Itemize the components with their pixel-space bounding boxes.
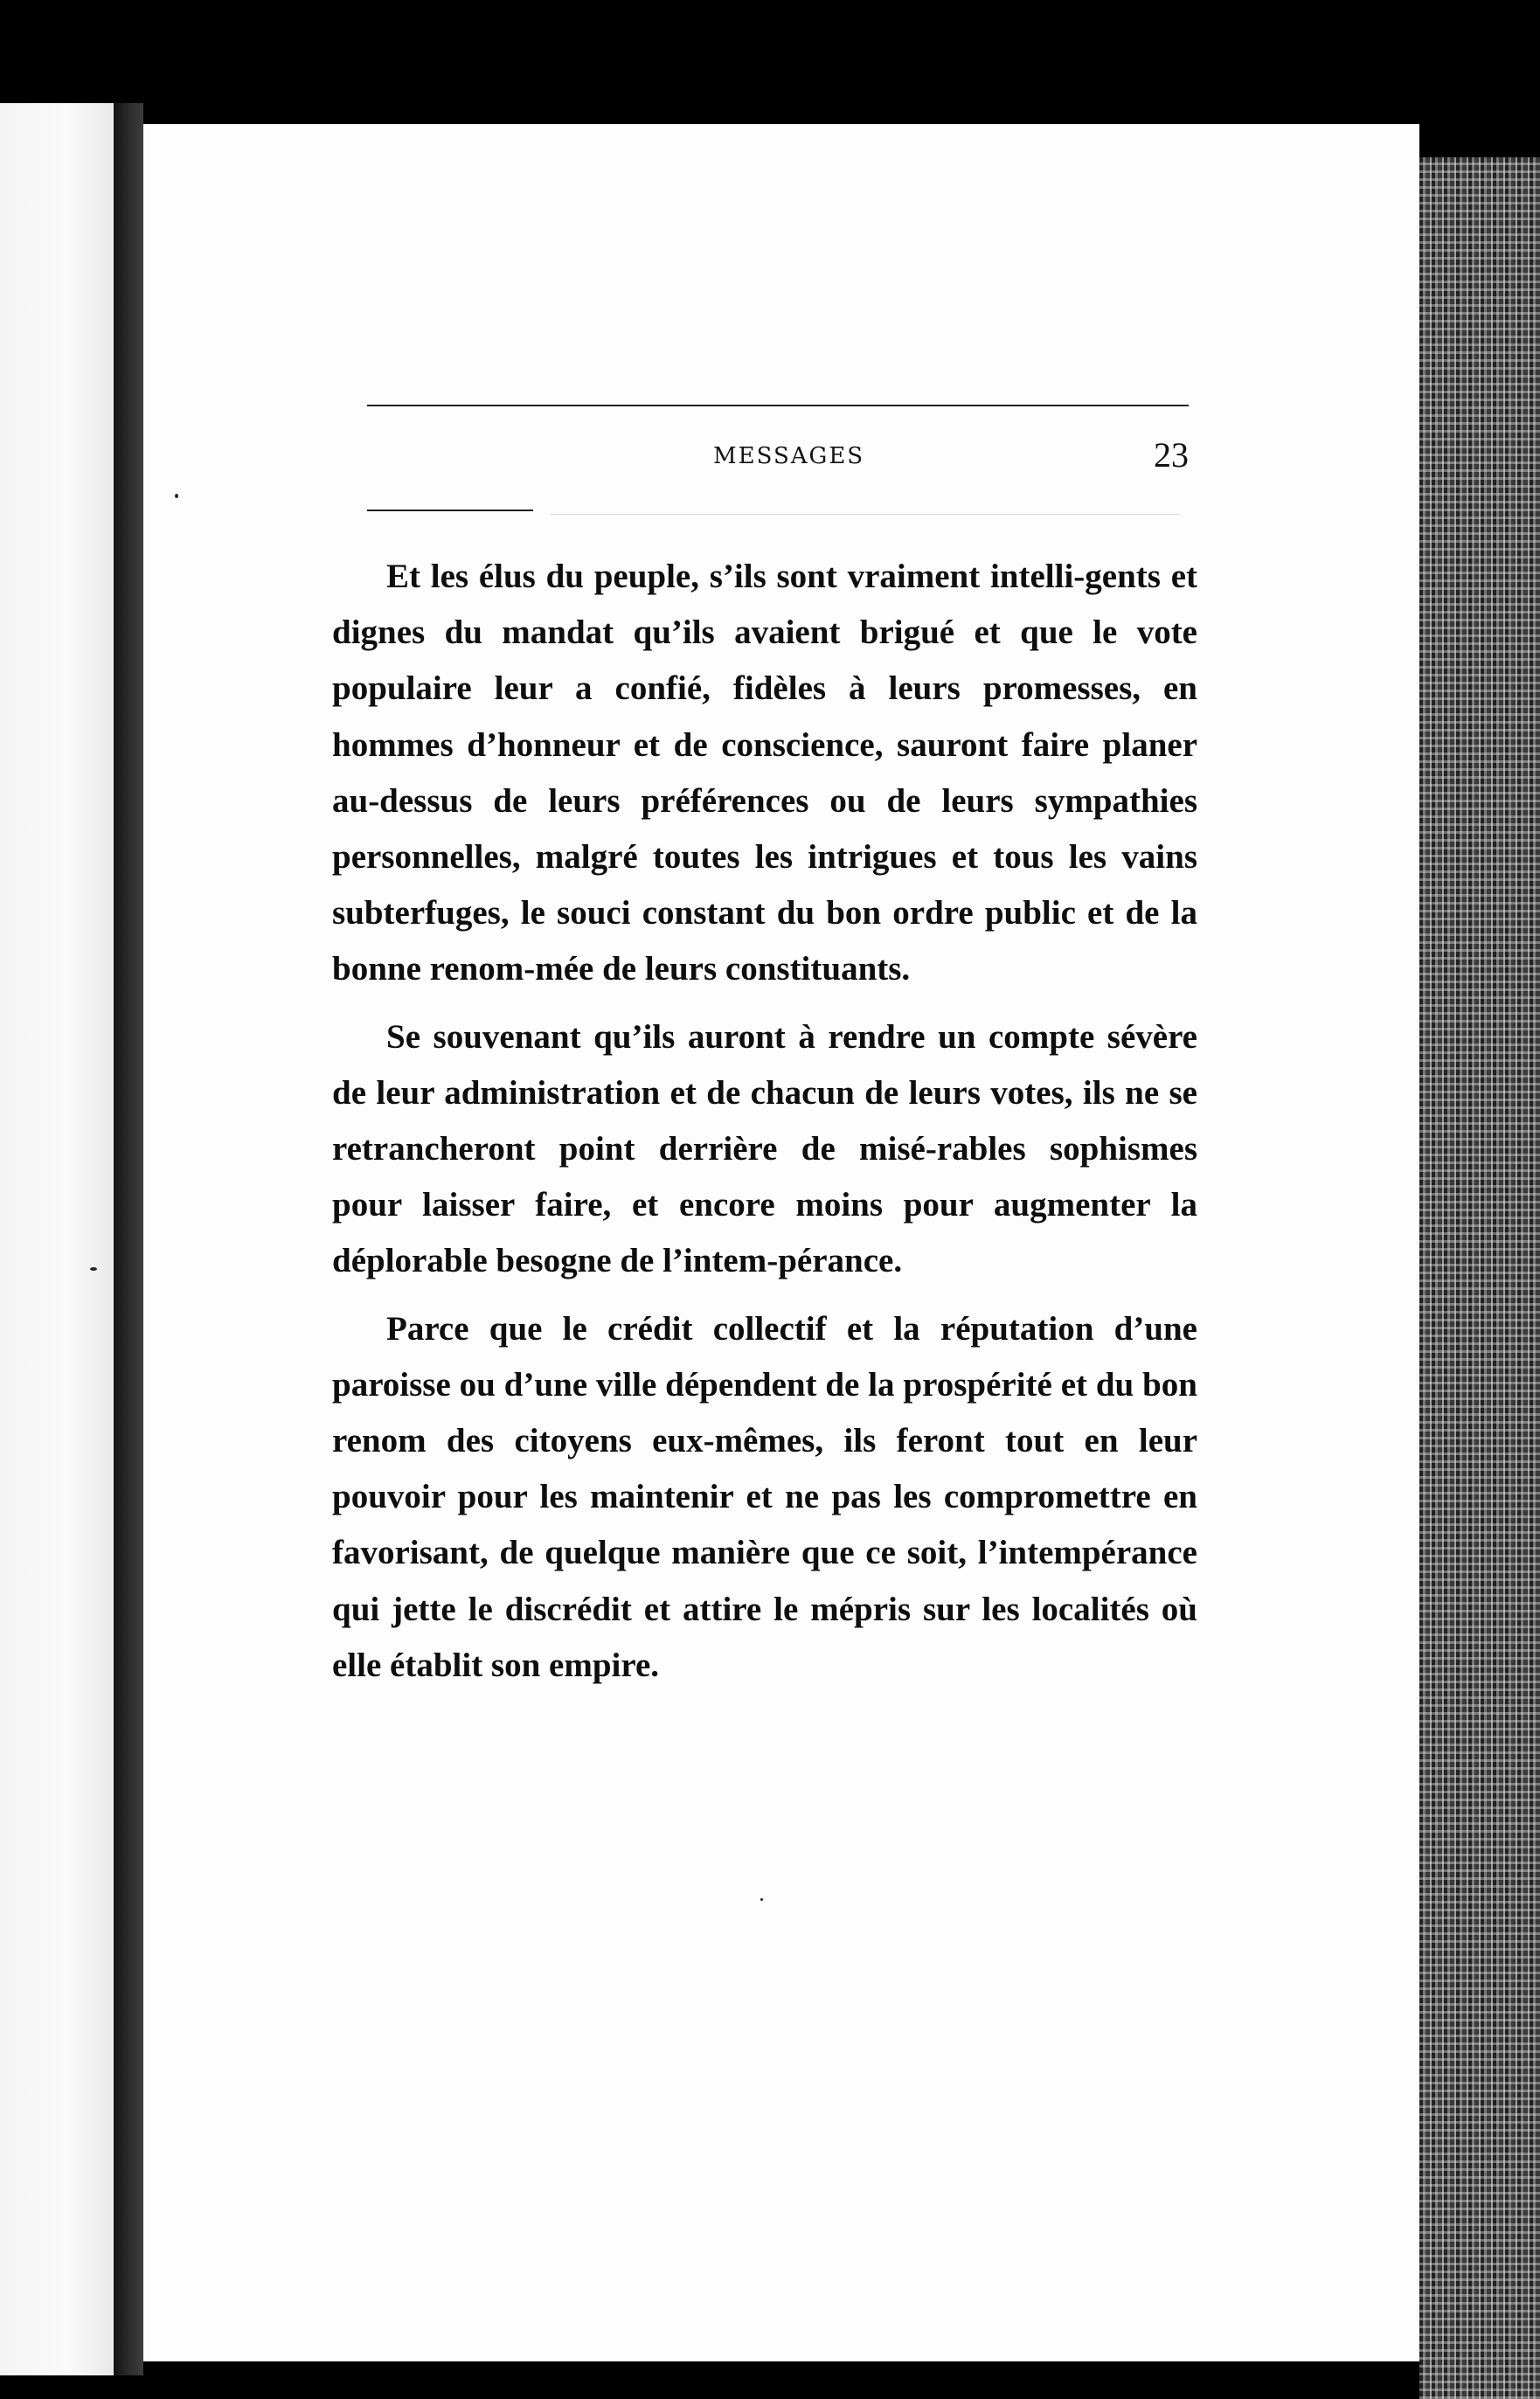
paragraph-2 (332, 1009, 1197, 1290)
running-title: MESSAGES (713, 443, 865, 469)
paragraph-3-text: Parce que le crédit collectif et la réputation d’une paroisse ou d’une ville dépendent de la prospérité et du bon renom des citoyens eux-mêmes, ils feront tout en leur pouvoir pour les maintenir et ne pas les compromettre en favorisant, de quelque manière que ce soit, l’intempérance qui jette le discrédit et attire le mépris sur les localités où elle établit son empire. (332, 1309, 1197, 1684)
facing-page-edge (0, 103, 114, 2375)
header-rule-top (367, 405, 1189, 406)
paragraph-3 (332, 1301, 1197, 1694)
scan-speck (90, 1267, 97, 1271)
paragraph-1-text: Et les élus du peuple, s’ils sont vraiment intelli-gents et dignes du mandat qu’ils avaient brigué et que le vote populaire leur a confié, fidèles à leurs promesses, en hommes d’honneur et de conscience, sauront faire planer au-dessus de leurs préférences ou de leurs sympathies personnelles, malgré toutes les intrigues et tous les vains subterfuges, le souci constant du bon ordre public et de la bonne renom-mée de leurs constituants. (332, 558, 1197, 988)
scan-speck (760, 1898, 763, 1901)
book-gutter (114, 103, 143, 2375)
scan-speck (175, 494, 178, 498)
header-rule-bottom (367, 510, 533, 511)
page-stack-edge (1419, 157, 1540, 2399)
body-text (332, 549, 1197, 1705)
header-rule-bottom-faint (551, 514, 1180, 515)
paragraph-1 (332, 549, 1197, 998)
paragraph-2-text: Se souvenant qu’ils auront à rendre un compte sévère de leur administration et de chacun de leurs votes, ils ne se retrancheront point derrière de misé-rables sophismes pour laisser faire, et encore moins pour augmenter la déplorable besogne de l’intem-pérance. (332, 1017, 1197, 1280)
page-number: 23 (1154, 435, 1189, 475)
